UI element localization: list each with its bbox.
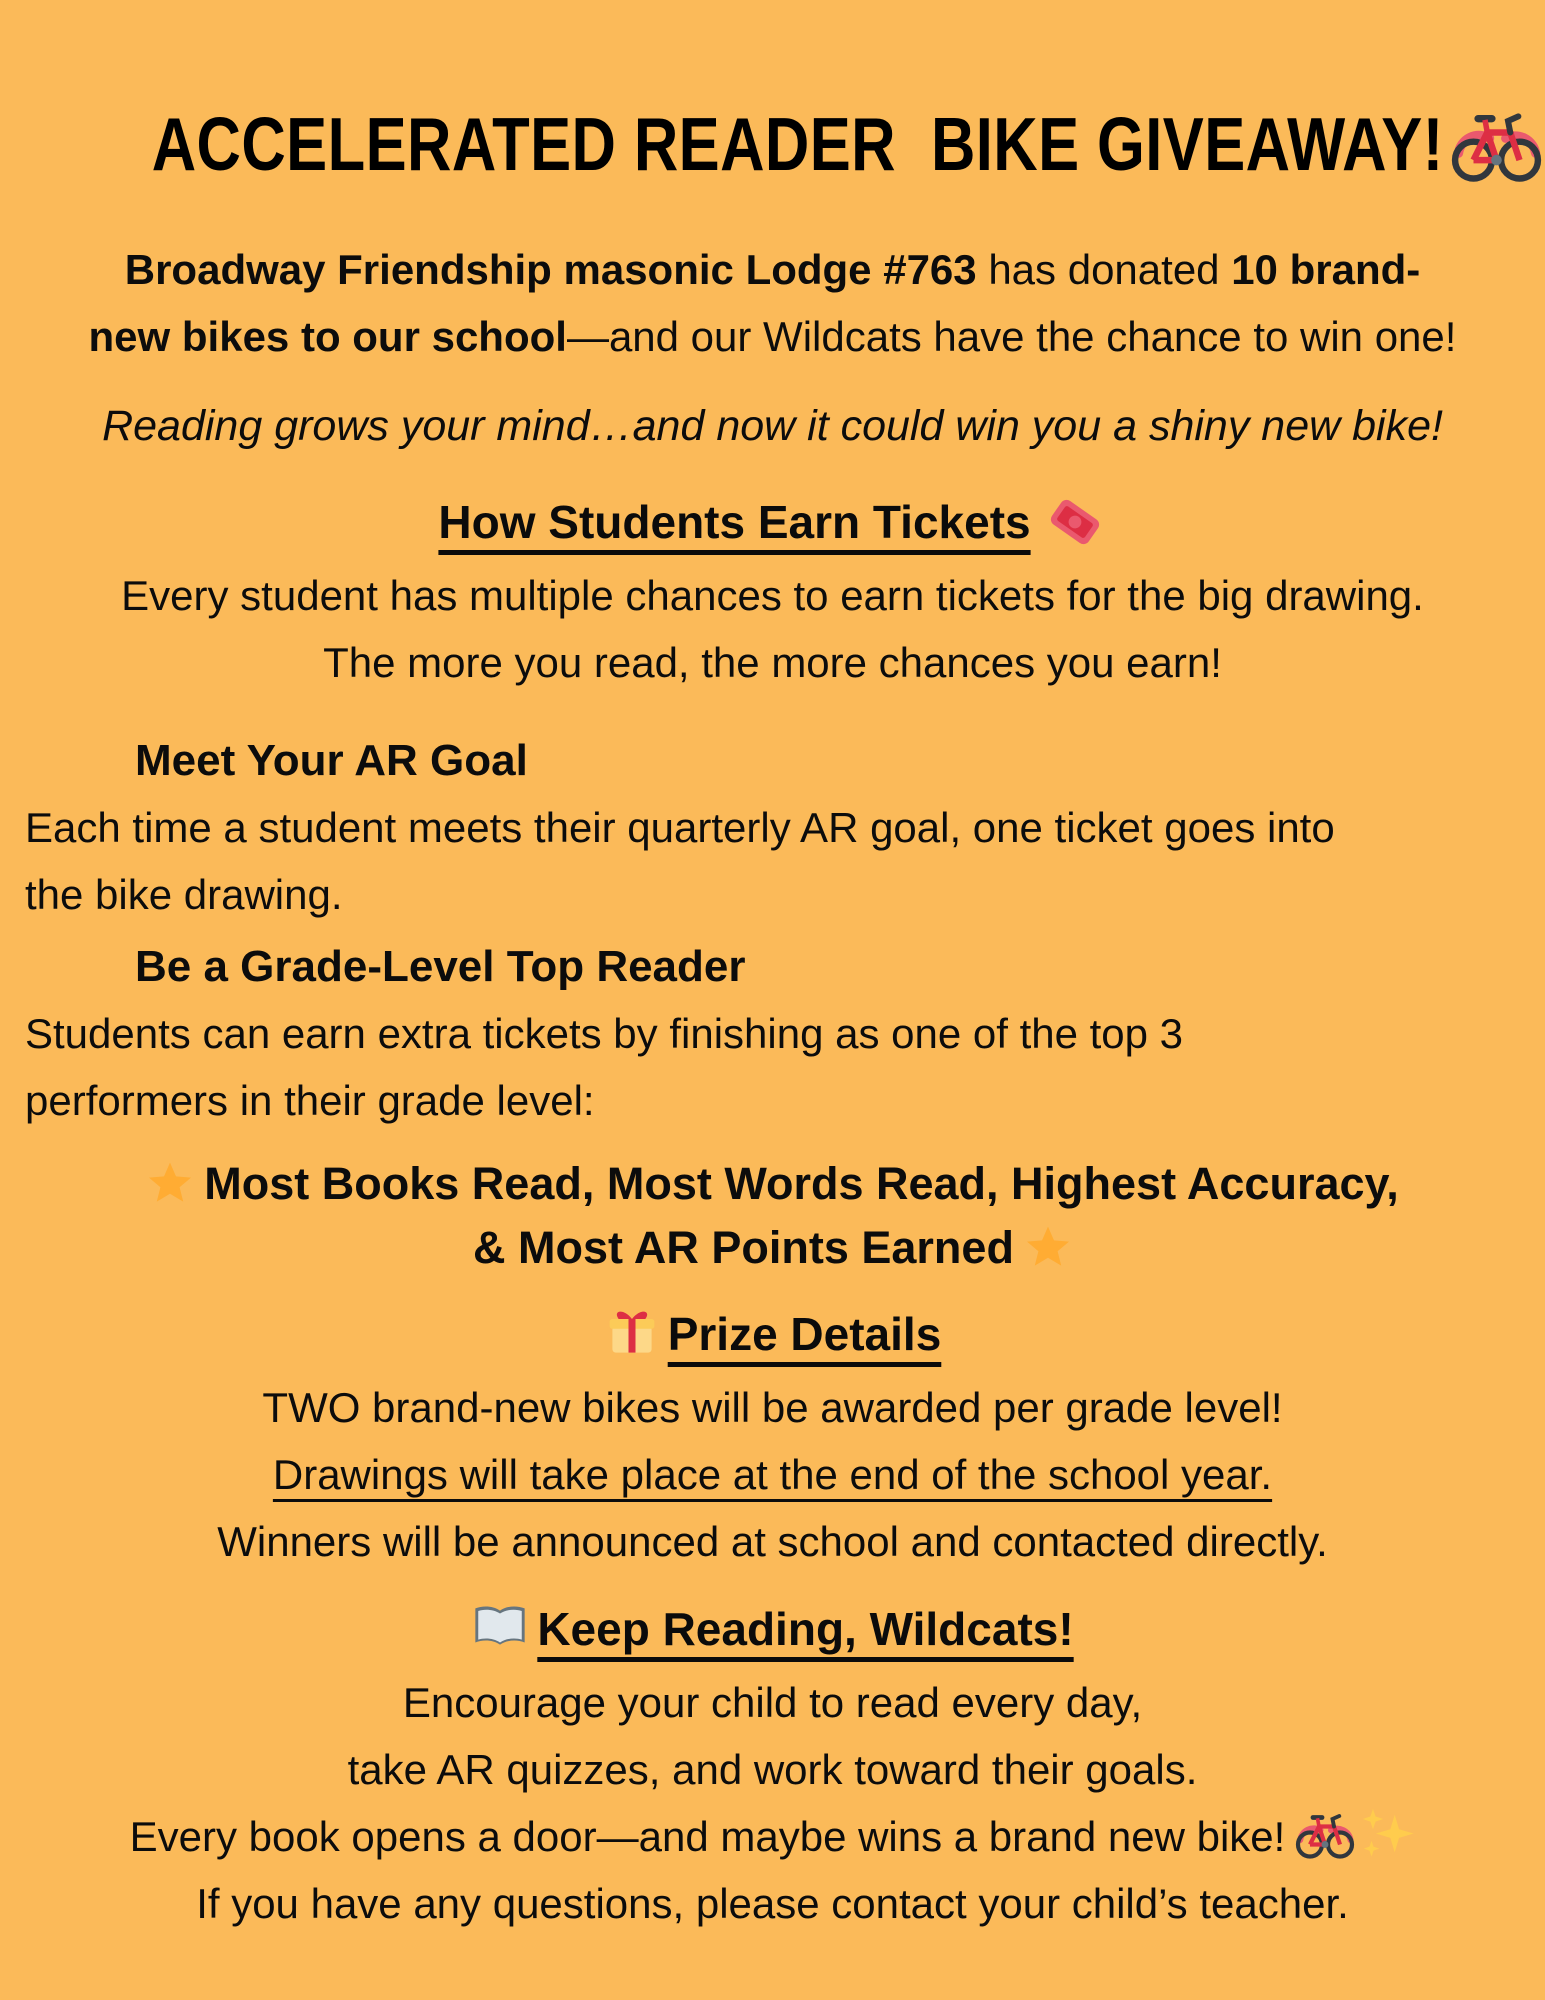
earn-heading-text: How Students Earn Tickets: [438, 496, 1031, 548]
ticket-icon: [1043, 490, 1107, 554]
intro-bold-bikes-b: new bikes to our school: [88, 313, 567, 360]
top-reader-line-2: performers in their grade level:: [25, 1077, 595, 1124]
sparkles-icon: [1357, 1806, 1415, 1864]
page-title: [0, 98, 1545, 190]
highlight-line-1: Most Books Read, Most Words Read, Highest Accuracy,: [204, 1158, 1399, 1209]
gift-icon: [604, 1305, 660, 1361]
intro-paragraph: [0, 236, 1545, 370]
intro-bold-bikes-a: 10 brand-: [1231, 246, 1421, 293]
page-title-text: ACCELERATED READER BIKE GIVEAWAY!: [151, 102, 1444, 186]
earn-section-body: [0, 562, 1545, 696]
closing-section-body: [0, 1669, 1545, 1937]
book-icon: [471, 1599, 529, 1657]
top-reader-line-1: Students can earn extra tickets by finishing as one of the top 3: [25, 1010, 1184, 1057]
prize-line-2: Drawings will take place at the end of the school year.: [272, 1451, 1273, 1498]
highlight-categories: [0, 1152, 1545, 1280]
goal-body: [25, 794, 1525, 928]
prize-line-1: TWO brand-new bikes will be awarded per grade level!: [262, 1384, 1283, 1431]
intro-line-1: [125, 246, 1421, 293]
goal-heading: Meet Your AR Goal: [135, 736, 528, 785]
closing-line-2: take AR quizzes, and work toward their goals.: [347, 1746, 1198, 1793]
star-icon: [146, 1159, 194, 1207]
intro-regular-2: —and our Wildcats have the chance to win one!: [566, 313, 1457, 360]
closing-line-4: If you have any questions, please contact your child’s teacher.: [196, 1880, 1349, 1927]
star-icon: [1024, 1223, 1072, 1271]
closing-line-3: [130, 1813, 1416, 1860]
bike-icon: [1295, 1804, 1355, 1864]
intro-bold-lodge: Broadway Friendship masonic Lodge #763: [124, 246, 977, 293]
closing-line-1: Encourage your child to read every day,: [402, 1679, 1143, 1726]
intro-regular-1: has donated: [976, 246, 1232, 293]
top-reader-heading: Be a Grade-Level Top Reader: [135, 942, 746, 991]
goal-line-1: Each time a student meets their quarterly AR goal, one ticket goes into: [25, 804, 1335, 851]
closing-section-heading: [0, 1597, 1545, 1661]
prize-section-body: [0, 1374, 1545, 1575]
prize-line-3: Winners will be announced at school and contacted directly.: [217, 1518, 1328, 1565]
earn-line-1: Every student has multiple chances to earn tickets for the big drawing.: [121, 572, 1424, 619]
earn-line-2: The more you read, the more chances you earn!: [323, 639, 1222, 686]
goal-line-2: the bike drawing.: [25, 871, 343, 918]
bike-icon: [1450, 98, 1542, 190]
prize-heading-text: Prize Details: [667, 1308, 942, 1360]
earn-section-heading: [0, 490, 1545, 554]
prize-section-heading: [0, 1302, 1545, 1366]
highlight-line-2: & Most AR Points Earned: [473, 1222, 1014, 1273]
top-reader-body: [25, 1000, 1525, 1134]
tagline: Reading grows your mind…and now it could win you a shiny new bike!: [102, 402, 1443, 450]
closing-line-3-text: Every book opens a door—and maybe wins a brand new bike!: [129, 1813, 1286, 1860]
closing-heading-text: Keep Reading, Wildcats!: [537, 1603, 1074, 1655]
intro-line-2: [89, 313, 1457, 360]
